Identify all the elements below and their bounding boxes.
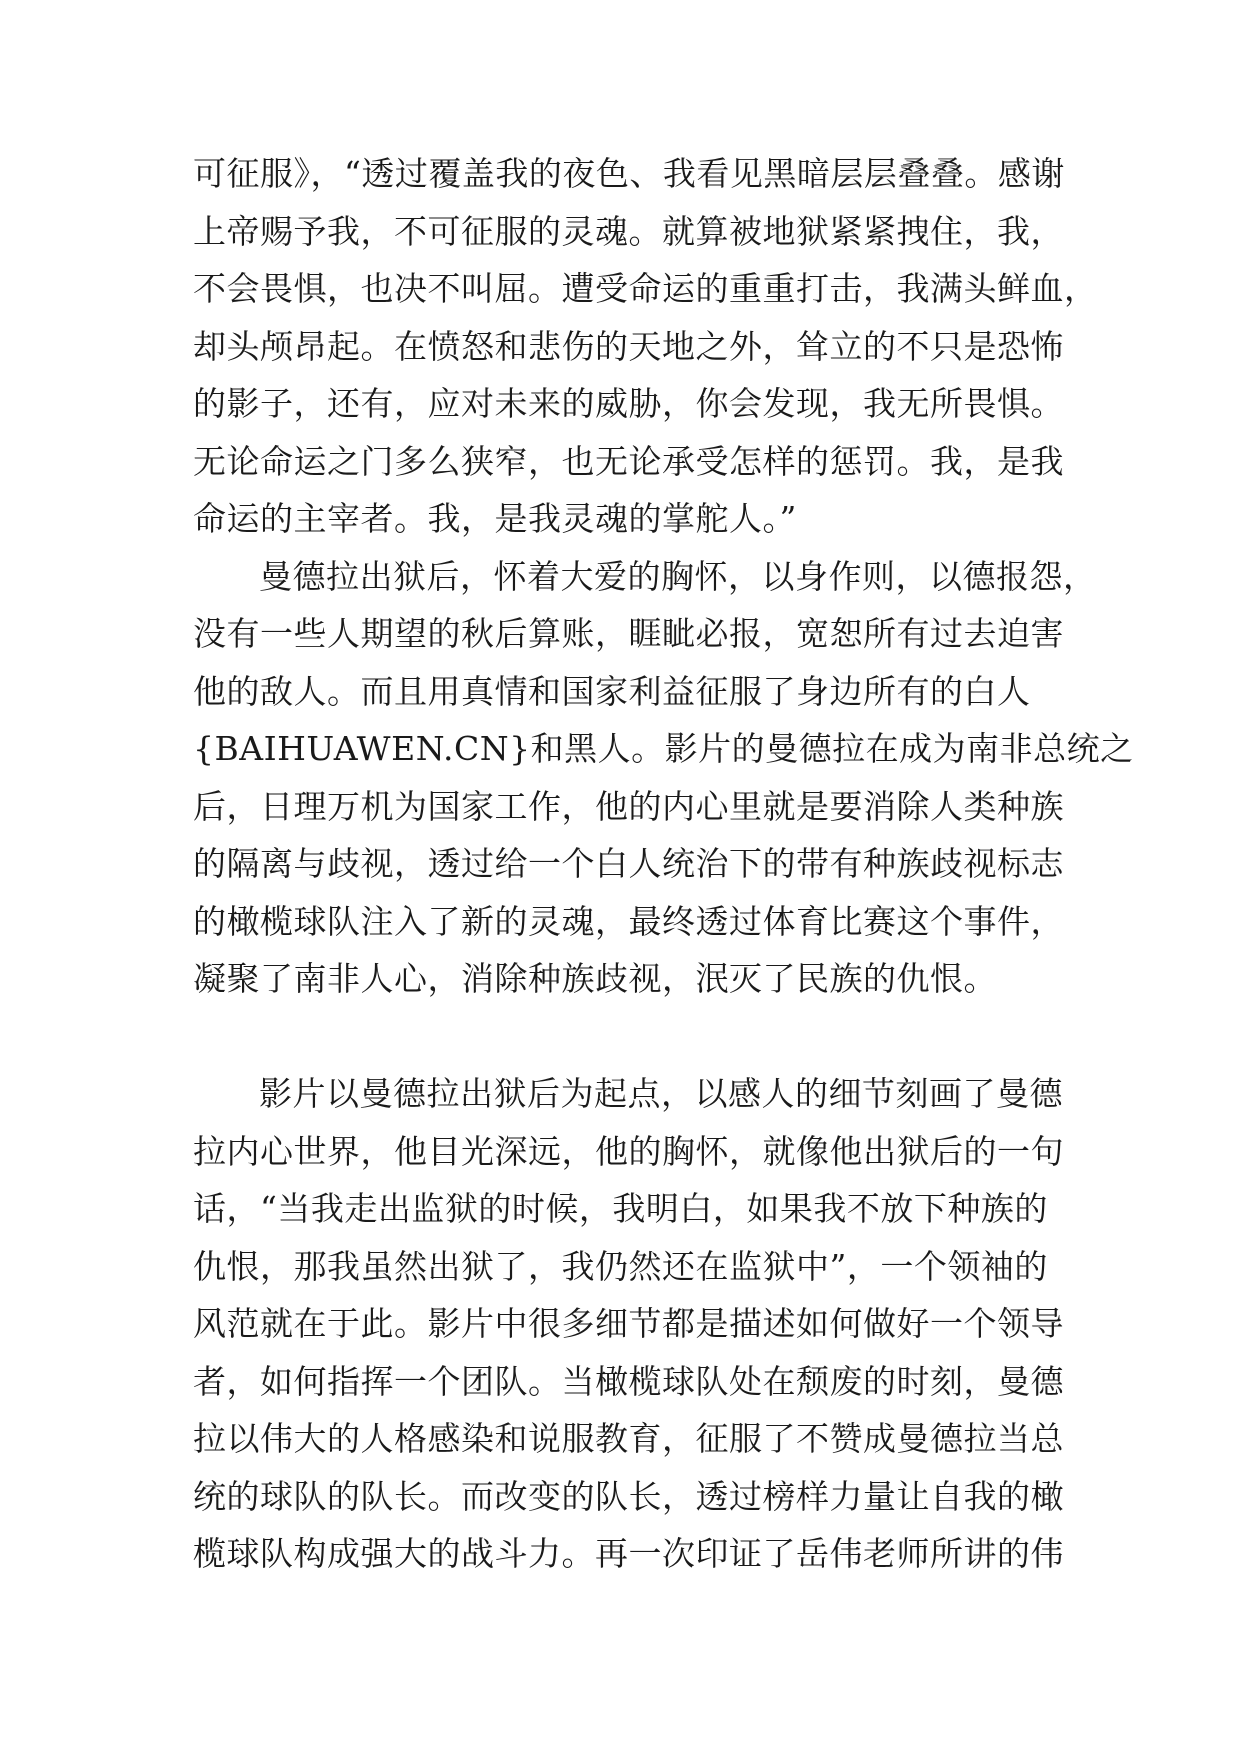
text-line: 没有一些人期望的秋后算账，睚眦必报，宽恕所有过去迫害 [193,614,1064,653]
paragraph-3 [193,1065,1064,1583]
text-line: 话，“当我走出监狱的时候，我明白，如果我不放下种族的 [193,1189,1048,1228]
text-line: 风范就在于此。影片中很多细节都是描述如何做好一个领导 [193,1304,1064,1343]
text-line: 可征服》，“透过覆盖我的夜色、我看见黑暗层层叠叠。感谢 [193,154,1065,193]
text-line: 榄球队构成强大的战斗力。再一次印证了岳伟老师所讲的伟 [193,1534,1064,1573]
text-line: 统的球队的队长。而改变的队长，透过榜样力量让自我的橄 [193,1476,1064,1516]
text-line: 却头颅昂起。在愤怒和悲伤的天地之外，耸立的不只是恐怖 [193,326,1064,366]
text-line: 凝聚了南非人心，消除种族歧视，泯灭了民族的仇恨。 [193,959,997,998]
text-line [193,1008,1053,1066]
text-line: 者，如何指挥一个团队。当橄榄球队处在颓废的时刻，曼德 [193,1361,1064,1401]
text-line: 影片以曼德拉出狱后为起点，以感人的细节刻画了曼德 [259,1074,1063,1113]
text-line: 的隔离与歧视，透过给一个白人统治下的带有种族歧视标志 [193,844,1064,883]
text-line: 拉以伟大的人格感染和说服教育，征服了不赞成曼德拉当总 [193,1419,1064,1458]
text-line: 无论命运之门多么狭窄，也无论承受怎样的惩罚。我，是我 [193,441,1064,481]
text-line: 仇恨，那我虽然出狱了，我仍然还在监狱中”，一个领袖的 [193,1246,1048,1286]
document-body [193,145,1134,1583]
paragraph-2 [193,548,1134,1066]
paragraph-1 [193,145,1098,548]
text-line: {BAIHUAWEN.CN}和黑人。影片的曼德拉在成为南非总统之 [193,729,1134,768]
text-line: 的影子，还有，应对未来的威胁，你会发现，我无所畏惧。 [193,384,1064,423]
text-line: 上帝赐予我，不可征服的灵魂。就算被地狱紧紧拽住，我， [193,211,1064,251]
text-line: 他的敌人。而且用真情和国家利益征服了身边所有的白人 [193,671,1031,711]
text-line: 命运的主宰者。我，是我灵魂的掌舵人。” [193,499,797,538]
text-line: 不会畏惧，也决不叫屈。遭受命运的重重打击，我满头鲜血， [193,269,1098,308]
text-line: 曼德拉出狱后，怀着大爱的胸怀，以身作则，以德报怨， [259,556,1097,596]
text-line: 后，日理万机为国家工作，他的内心里就是要消除人类种族 [193,786,1064,826]
text-line: 拉内心世界，他目光深远，他的胸怀，就像他出狱后的一句 [193,1131,1064,1171]
text-line: 的橄榄球队注入了新的灵魂，最终透过体育比赛这个事件， [193,901,1064,941]
